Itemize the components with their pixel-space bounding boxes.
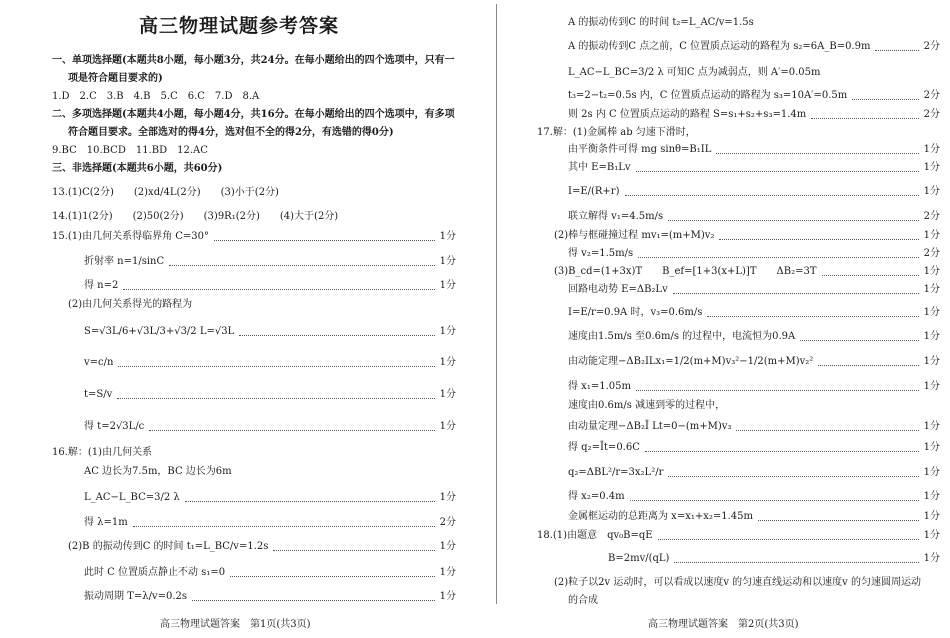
q16-step: 得 λ=1m 2分 <box>84 517 456 528</box>
q17-step: (3)B_cd=(1+3x)T B_ef=[1+3(x+L)]T ΔB₂=3T 1分 <box>554 266 940 277</box>
q15-step: 折射率 n=1/sinC 1分 <box>84 256 456 267</box>
q18-step: 18.(1)由题意 qv₀B=qE 1分 <box>537 530 940 541</box>
q16-step: A 的振动传到C 的时间 t₂=L_AC/v=1.5s <box>568 17 754 28</box>
q16-step: AC 边长为7.5m，BC 边长为6m <box>84 466 232 477</box>
page-footer: 高三物理试题答案 第2页(共3页) <box>648 619 799 630</box>
q17-step: 由平衡条件可得 mg sinθ=B₁IL 1分 <box>568 144 940 155</box>
q17-step: I=E/r=0.9A 时，v₃=0.6m/s 1分 <box>568 307 940 318</box>
page-footer: 高三物理试题答案 第1页(共3页) <box>160 619 311 630</box>
q18-step: 的合成 <box>568 595 598 606</box>
q15-step: 15.(1)由几何关系得临界角 C=30° 1分 <box>52 231 456 242</box>
q17-step: 回路电动势 E=ΔB₂Lv 1分 <box>568 284 940 295</box>
q18-step: B=2mv/(qL) 1分 <box>608 553 940 564</box>
answer-page-2 <box>500 0 950 638</box>
q17-step: 金属框运动的总距离为 x=x₁+x₂=1.45m 1分 <box>568 511 940 522</box>
q17-step: 由动能定理−ΔB₂ILx₁=1/2(m+M)v₃²−1/2(m+M)v₂² 1分 <box>568 356 940 367</box>
q16-step: 16.解：(1)由几何关系 <box>52 447 153 458</box>
q16-step: 振动周期 T=λ/v=0.2s 1分 <box>84 591 456 602</box>
q15-step: t=S/v 1分 <box>84 389 456 400</box>
q16-step: t₃=2−t₂=0.5s 内，C 位置质点运动的路程为 s₃=10A′=0.5m 2分 <box>568 90 940 101</box>
q16-step: 此时 C 位置质点静止不动 s₁=0 1分 <box>84 567 456 578</box>
q15-step: S=√3L/6+√3L/3+√3/2 L=√3L 1分 <box>84 326 456 337</box>
single-choice-answers: 1.D 2.C 3.B 4.B 5.C 6.C 7.D 8.A <box>52 91 260 102</box>
q16-step: L_AC−L_BC=3/2 λ 1分 <box>84 492 456 503</box>
q17-step: q₂=ΔBL²/r=3x₂L²/r 1分 <box>568 467 940 478</box>
q17-step: 得 x₁=1.05m 1分 <box>568 381 940 392</box>
q17-step: 联立解得 v₁=4.5m/s 2分 <box>568 211 940 222</box>
q17-step: 由动量定理−ΔB₂Ī Lt=0−(m+M)v₃ 1分 <box>568 421 940 432</box>
q16-step: 则 2s 内 C 位置质点运动的路程 S=s₁+s₂+s₃=1.4m 2分 <box>568 109 940 120</box>
q17-step: 得 x₂=0.4m 1分 <box>568 491 940 502</box>
q17-step: 其中 E=B₁Lv 1分 <box>568 162 940 173</box>
q17-step: 速度由1.5m/s 至0.6m/s 的过程中，电流恒为0.9A 1分 <box>568 331 940 342</box>
q14-answers: 14.(1)1(2分) (2)50(2分) (3)9R₁(2分) (4)大于(2分) <box>52 211 339 222</box>
q16-step: A 的振动传到C 点之前，C 位置质点运动的路程为 s₂=6A_B=0.9m 2分 <box>568 41 940 52</box>
section-2-heading: 二、多项选择题(本题共4小题，每小题4分，共16分。在每小题给出的四个选项中，有多项 <box>52 109 455 120</box>
section-1-heading: 一、单项选择题(本题共8小题，每小题3分，共24分。在每小题给出的四个选项中，只有一 <box>52 55 455 66</box>
q15-step: 得 n=2 1分 <box>84 280 456 291</box>
q16-step: L_AC−L_BC=3/2 λ 可知C 点为减弱点，则 A′=0.05m <box>568 67 821 78</box>
q15-step: 得 t=2√3L/c 1分 <box>84 421 456 432</box>
q17-step: 得 v₂=1.5m/s 2分 <box>568 248 940 259</box>
page-divider <box>496 4 497 604</box>
q17-step: 17.解：(1)金属棒 ab 匀速下滑时， <box>537 127 696 138</box>
q17-step: (2)棒与框碰撞过程 mv₁=(m+M)v₂ 1分 <box>554 230 940 241</box>
q15-step: v=c/n 1分 <box>84 357 456 368</box>
section-3-heading: 三、非选择题(本题共6小题，共60分) <box>52 163 223 174</box>
page-title: 高三物理试题参考答案 <box>138 15 339 37</box>
q16-step: (2)B 的振动传到C 的时间 t₁=L_BC/v=1.2s 1分 <box>68 541 456 552</box>
q17-step: 得 q₂=Īt=0.6C 1分 <box>568 442 940 453</box>
q17-step: 速度由0.6m/s 减速到零的过程中， <box>568 400 726 411</box>
q13-answers: 13.(1)C(2分) (2)xd/4L(2分) (3)小于(2分) <box>52 187 279 198</box>
multi-choice-answers: 9.BC 10.BCD 11.BD 12.AC <box>52 145 208 156</box>
q18-step: (2)粒子以2v 运动时，可以看成以速度v 的匀速直线运动和以速度v 的匀速圆周运动 <box>554 577 922 588</box>
q17-step: I=E/(R+r) 1分 <box>568 186 940 197</box>
section-2-heading-cont: 符合题目要求。全部选对的得4分，选对但不全的得2分，有选错的得0分) <box>68 127 394 138</box>
section-1-heading-cont: 项是符合题目要求的) <box>68 73 163 84</box>
q15-step: (2)由几何关系得光的路程为 <box>68 299 193 310</box>
